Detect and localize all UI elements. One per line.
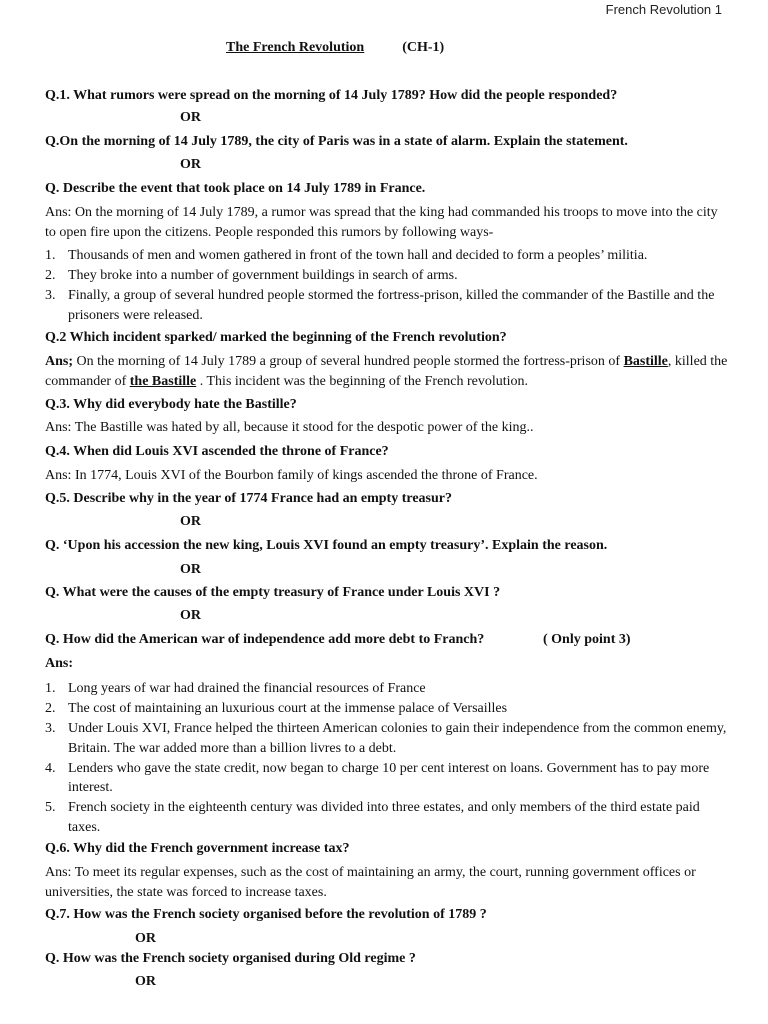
question-7b: Q. How was the French society organised during Old regime ? xyxy=(45,951,416,966)
question-3: Q.3. Why did everybody hate the Bastille? xyxy=(45,397,297,412)
answer-2: Ans; On the morning of 14 July 1789 a group of several hundred people stormed the fortress-prison of Bastille, killed the commander of the Bastille . This incident was the beginning of the French revolution. xyxy=(45,354,728,389)
or-separator: OR xyxy=(180,157,201,172)
question-5a: Q.5. Describe why in the year of 1774 France had an empty treasur? xyxy=(45,491,452,506)
or-separator: OR xyxy=(135,931,156,946)
running-header: French Revolution 1 xyxy=(605,2,722,17)
document-title xyxy=(226,39,444,57)
list-item: 3. Under Louis XVI, France helped the thirteen American colonies to gain their independence from the common enemy, Britain. The war added more than a billion livres to a debt. xyxy=(45,721,727,756)
or-separator: OR xyxy=(180,110,201,125)
question-5d: Q. How did the American war of independence add more debt to Franch? xyxy=(45,632,485,647)
list-item: 4. Lenders who gave the state credit, now began to charge 10 per cent interest on loans. Government has to pay more interest. xyxy=(45,760,710,795)
answer-5-list xyxy=(45,679,730,838)
list-item: 5. French society in the eighteenth century was divided into three estates, and only members of the third estate paid taxes. xyxy=(45,800,700,835)
question-1c: Q. Describe the event that took place on 14 July 1789 in France. xyxy=(45,181,426,196)
or-separator: OR xyxy=(180,608,201,623)
question-4: Q.4. When did Louis XVI ascended the throne of France? xyxy=(45,444,389,459)
chapter-label: (CH-1) xyxy=(402,40,445,55)
question-5c: Q. What were the causes of the empty treasury of France under Louis XVI ? xyxy=(45,585,501,600)
answer-1-list xyxy=(45,246,730,326)
answer-4: Ans: In 1774, Louis XVI of the Bourbon family of kings ascended the throne of France. xyxy=(45,468,538,483)
question-1b: Q.On the morning of 14 July 1789, the city of Paris was in a state of alarm. Explain the statement. xyxy=(45,134,628,149)
question-5b: Q. ‘Upon his accession the new king, Louis XVI found an empty treasury’. Explain the reason. xyxy=(45,538,608,553)
answer-1: Ans: On the morning of 14 July 1789, a rumor was spread that the king had commanded his troops to move into the city to open fire upon the citizens. People responded this rumors by following ways- xyxy=(45,205,718,240)
list-item: 2. They broke into a number of government buildings in search of arms. xyxy=(45,268,458,283)
or-separator: OR xyxy=(180,514,201,529)
question-5d-note: ( Only point 3) xyxy=(543,632,631,647)
answer-5-label: Ans: xyxy=(45,656,74,671)
bastille-term: the Bastille xyxy=(129,373,197,389)
list-item: 2. The cost of maintaining an luxurious court at the immense palace of Versailles xyxy=(45,701,508,716)
answer-6: Ans: To meet its regular expenses, such as the cost of maintaining an army, the court, running government offices or universities, the state was forced to increase taxes. xyxy=(45,865,696,900)
list-item: 3. Finally, a group of several hundred people stormed the fortress-prison, killed the commander of the Bastille and the prisoners were released. xyxy=(45,288,715,323)
or-separator: OR xyxy=(135,974,156,989)
title-text: The French Revolution xyxy=(226,40,365,55)
question-6: Q.6. Why did the French government increase tax? xyxy=(45,841,350,856)
question-1a: Q.1. What rumors were spread on the morning of 14 July 1789? How did the people responded? xyxy=(45,88,618,103)
bastille-term: Bastille xyxy=(623,354,668,369)
or-separator: OR xyxy=(180,562,201,577)
question-2: Q.2 Which incident sparked/ marked the beginning of the French revolution? xyxy=(45,330,507,345)
answer-3: Ans: The Bastille was hated by all, because it stood for the despotic power of the king.. xyxy=(45,420,534,435)
question-7a: Q.7. How was the French society organised before the revolution of 1789 ? xyxy=(45,907,487,922)
list-item: 1. Long years of war had drained the financial resources of France xyxy=(45,681,426,696)
list-item: 1. Thousands of men and women gathered in front of the town hall and decided to form a peoples’ militia. xyxy=(45,248,648,263)
